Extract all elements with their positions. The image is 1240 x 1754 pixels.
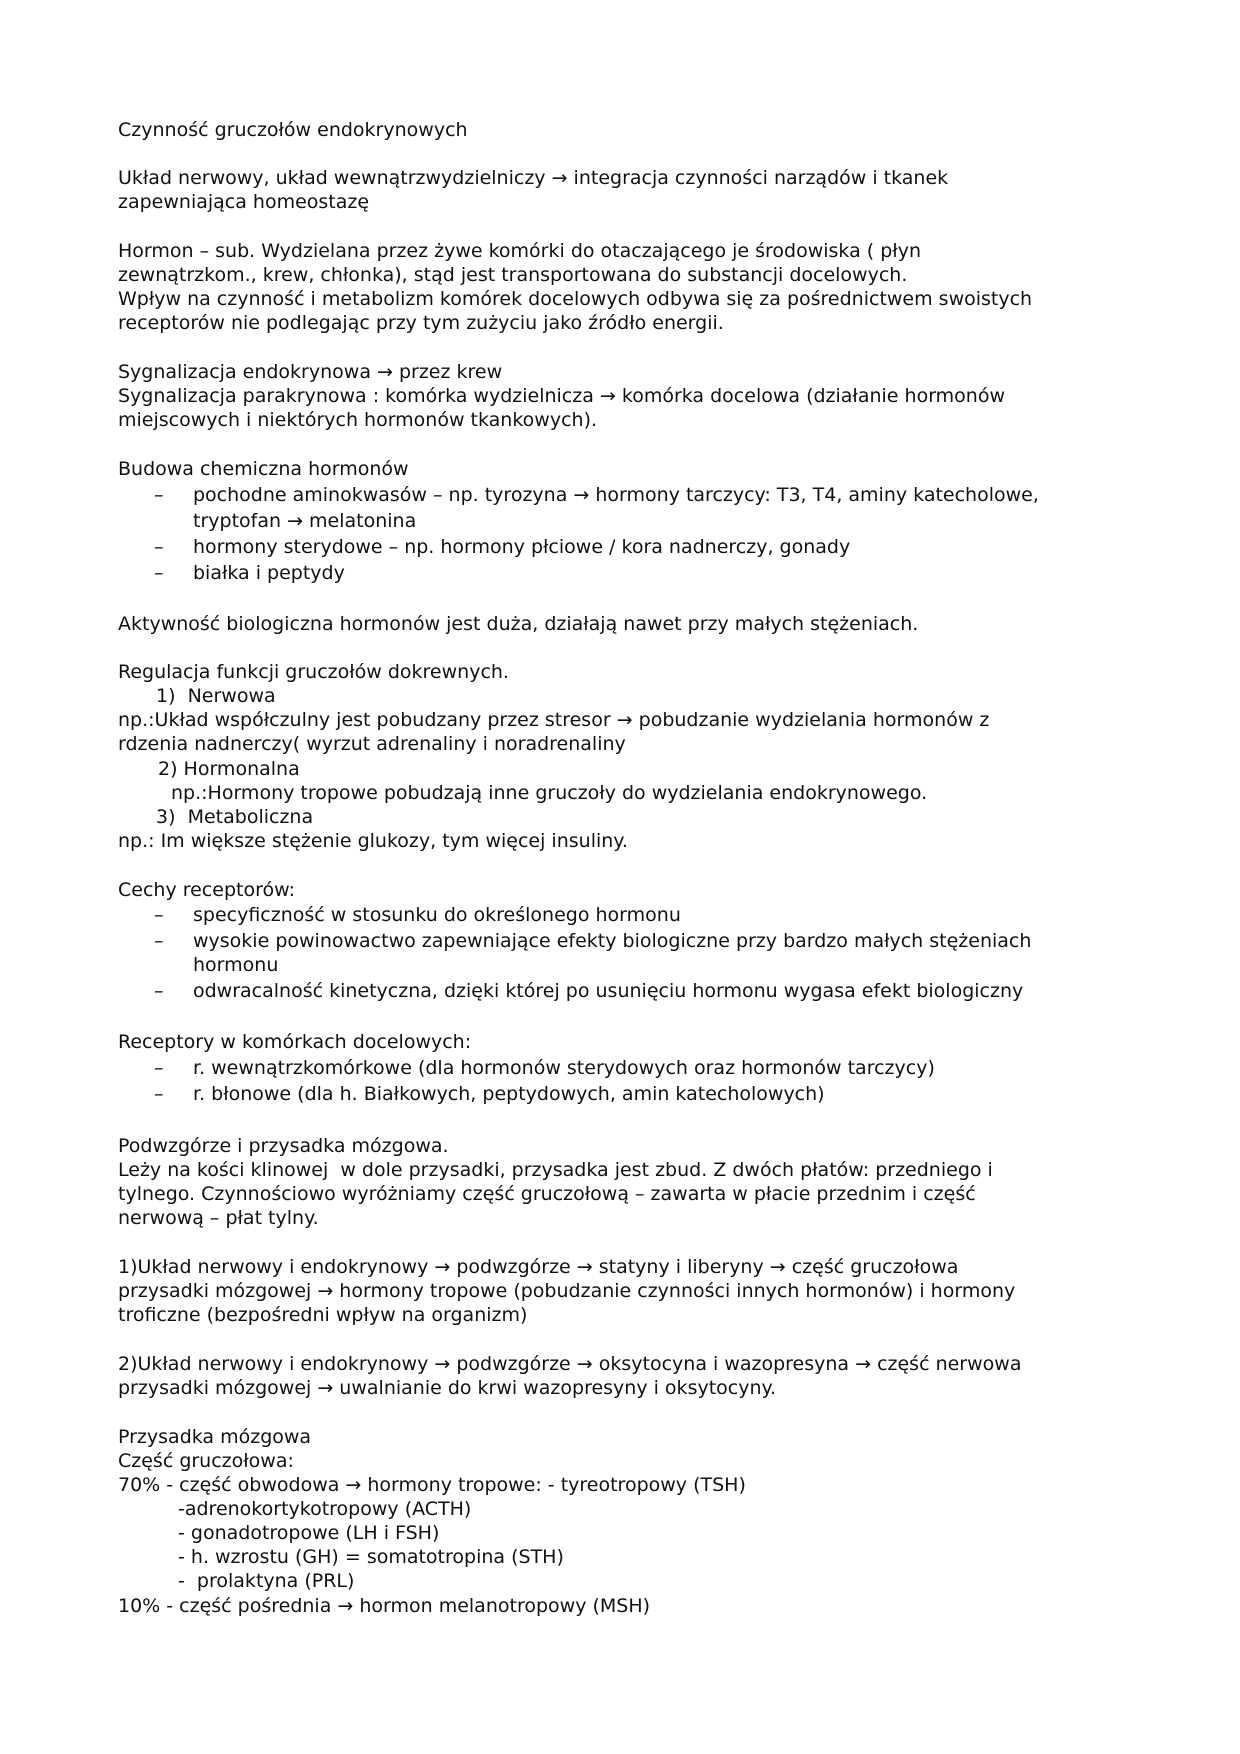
section-heading: Przysadka mózgowa bbox=[118, 1426, 312, 1448]
text-line: Sygnalizacja parakrynowa : komórka wydzielnicza → komórka docelowa (działanie hormonów bbox=[118, 385, 1006, 407]
section-heading: Cechy receptorów: bbox=[118, 879, 296, 901]
bullet-marker: – bbox=[154, 1057, 164, 1079]
list-item: r. wewnątrzkomórkowe (dla hormonów sterydowych oraz hormonów tarczycy) bbox=[193, 1057, 935, 1079]
list-item: odwracalność kinetyczna, dzięki której po usunięciu hormonu wygasa efekt biologiczny bbox=[193, 980, 1024, 1002]
text-line: troficzne (bezpośredni wpływ na organizm) bbox=[118, 1304, 528, 1326]
text-line: przysadki mózgowej → uwalnianie do krwi wazopresyny i oksytocyny. bbox=[118, 1377, 777, 1399]
list-item: specyficzność w stosunku do określonego hormonu bbox=[193, 904, 681, 926]
text-line: - gonadotropowe (LH i FSH) bbox=[178, 1522, 440, 1544]
bullet-marker: – bbox=[154, 484, 164, 506]
text-line: receptorów nie podlegając przy tym zużyciu jako źródło energii. bbox=[118, 312, 724, 334]
text-line: np.:Układ współczulny jest pobudzany przez stresor → pobudzanie wydzielania hormonów z bbox=[118, 709, 990, 731]
list-item-continuation: tryptofan → melatonina bbox=[193, 510, 417, 532]
text-line: zapewniająca homeostazę bbox=[118, 191, 370, 213]
text-line: 70% - część obwodowa → hormony tropowe: - tyreotropowy (TSH) bbox=[118, 1474, 746, 1496]
text-line: nerwową – płat tylny. bbox=[118, 1207, 319, 1229]
text-line: np.: Im większe stężenie glukozy, tym więcej insuliny. bbox=[118, 830, 628, 852]
list-item: r. błonowe (dla h. Białkowych, peptydowych, amin katecholowych) bbox=[193, 1083, 825, 1105]
text-line: 1) Nerwowa bbox=[156, 685, 276, 707]
document-title: Czynność gruczołów endokrynowych bbox=[118, 119, 468, 141]
text-line: Wpływ na czynność i metabolizm komórek docelowych odbywa się za pośrednictwem swoistych bbox=[118, 288, 1033, 310]
list-item-continuation: hormonu bbox=[193, 954, 279, 976]
text-line: zewnątrzkom., krew, chłonka), stąd jest transportowana do substancji docelowych. bbox=[118, 264, 908, 286]
text-line: -adrenokortykotropowy (ACTH) bbox=[178, 1498, 472, 1520]
bullet-marker: – bbox=[154, 562, 164, 584]
text-line: Część gruczołowa: bbox=[118, 1450, 294, 1472]
text-line: - h. wzrostu (GH) = somatotropina (STH) bbox=[178, 1546, 564, 1568]
text-line: miejscowych i niektórych hormonów tkankowych). bbox=[118, 409, 598, 431]
text-line: Układ nerwowy, układ wewnątrzwydzielniczy → integracja czynności narządów i tkanek bbox=[118, 167, 949, 189]
bullet-marker: – bbox=[154, 930, 164, 952]
text-line: Sygnalizacja endokrynowa → przez krew bbox=[118, 361, 503, 383]
text-line: - prolaktyna (PRL) bbox=[178, 1570, 355, 1592]
bullet-marker: – bbox=[154, 904, 164, 926]
list-item: wysokie powinowactwo zapewniające efekty biologiczne przy bardzo małych stężeniach bbox=[193, 930, 1032, 952]
section-heading: Receptory w komórkach docelowych: bbox=[118, 1031, 472, 1053]
text-line: 1)Układ nerwowy i endokrynowy → podwzgórze → statyny i liberyny → część gruczołowa bbox=[118, 1256, 959, 1278]
text-line: 10% - część pośrednia → hormon melanotropowy (MSH) bbox=[118, 1595, 651, 1617]
bullet-marker: – bbox=[154, 1083, 164, 1105]
text-line: Hormon – sub. Wydzielana przez żywe komórki do otaczającego je środowiska ( płyn bbox=[118, 240, 921, 262]
text-line: tylnego. Czynnościowo wyróżniamy część gruczołową – zawarta w płacie przednim i część bbox=[118, 1183, 976, 1205]
text-line: 2)Układ nerwowy i endokrynowy → podwzgórze → oksytocyna i wazopresyna → część nerwowa bbox=[118, 1353, 1022, 1375]
text-line: 2) Hormonalna bbox=[158, 758, 300, 780]
text-line: Aktywność biologiczna hormonów jest duża, działają nawet przy małych stężeniach. bbox=[118, 613, 919, 635]
list-item: białka i peptydy bbox=[193, 562, 345, 584]
text-line: przysadki mózgowej → hormony tropowe (pobudzanie czynności innych hormonów) i hormony bbox=[118, 1280, 1016, 1302]
text-line: Leży na kości klinowej w dole przysadki, przysadka jest zbud. Z dwóch płatów: przedniego i bbox=[118, 1159, 993, 1181]
text-line: rdzenia nadnerczy( wyrzut adrenaliny i noradrenaliny bbox=[118, 733, 626, 755]
text-line: 3) Metaboliczna bbox=[156, 806, 314, 828]
section-heading: Podwzgórze i przysadka mózgowa. bbox=[118, 1135, 449, 1157]
list-item: pochodne aminokwasów – np. tyrozyna → hormony tarczycy: T3, T4, aminy katecholowe, bbox=[193, 484, 1039, 506]
section-heading: Budowa chemiczna hormonów bbox=[118, 458, 409, 480]
text-line: np.:Hormony tropowe pobudzają inne gruczoły do wydzielania endokrynowego. bbox=[171, 782, 928, 804]
bullet-marker: – bbox=[154, 536, 164, 558]
bullet-marker: – bbox=[154, 980, 164, 1002]
section-heading: Regulacja funkcji gruczołów dokrewnych. bbox=[118, 661, 509, 683]
list-item: hormony sterydowe – np. hormony płciowe / kora nadnerczy, gonady bbox=[193, 536, 851, 558]
